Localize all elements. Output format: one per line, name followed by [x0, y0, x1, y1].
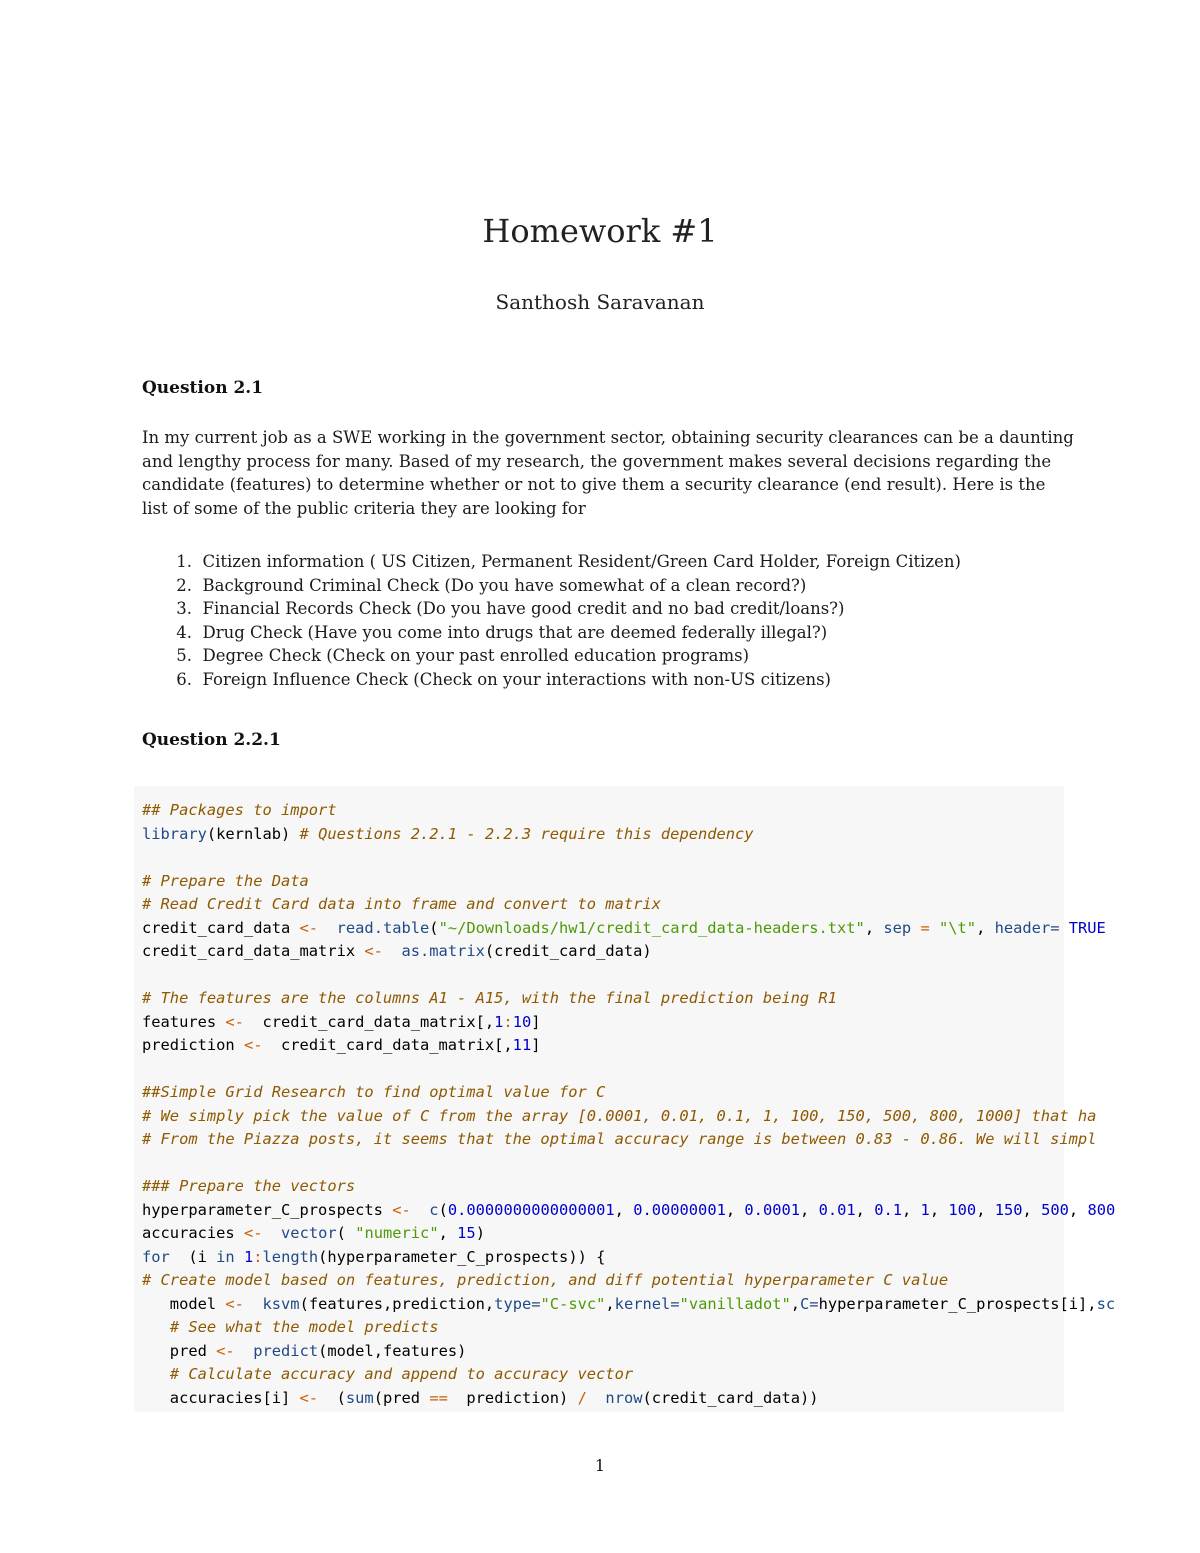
code-line	[142, 1081, 1115, 1105]
code-token: credit_card_data_matrix[,	[262, 1036, 513, 1054]
code-line	[142, 940, 1115, 964]
code-token: vector	[281, 1224, 337, 1242]
code-token: ,	[902, 1200, 921, 1219]
code-token: read.table	[336, 918, 430, 937]
code-token: hyperparameter_C_prospects	[142, 1200, 393, 1219]
list-text: Financial Records Check (Do you have good credit and no bad credit/loans?)	[202, 599, 845, 618]
code-token: 0.0001	[744, 1200, 801, 1219]
code-token: 10	[512, 1012, 532, 1031]
code-token: (i	[169, 1247, 217, 1266]
code-token: nrow	[605, 1388, 643, 1407]
code-token: "~/Downloads/hw1/credit_card_data-headers.txt"	[438, 918, 865, 937]
code-line	[142, 1058, 1115, 1082]
list-item	[142, 644, 961, 668]
code-line	[142, 964, 1115, 988]
code-token: <-	[225, 1294, 244, 1313]
code-line	[142, 917, 1115, 941]
list-item	[142, 550, 961, 574]
code-token	[142, 1318, 170, 1336]
code-token: # Questions 2.2.1 - 2.2.3 require this dependency	[299, 824, 754, 843]
code-line	[142, 1128, 1115, 1152]
code-token: ksvm	[262, 1294, 300, 1313]
code-token: 1	[920, 1200, 930, 1219]
code-line	[142, 893, 1115, 917]
code-token: # Prepare the Data	[142, 871, 309, 890]
code-token: ,	[864, 918, 884, 937]
code-token: # Calculate accuracy and append to accuracy vector	[169, 1365, 634, 1383]
code-line	[142, 987, 1115, 1011]
code-line	[142, 1269, 1115, 1293]
code-token: kernel=	[614, 1294, 680, 1313]
code-token: prediction)	[447, 1388, 578, 1407]
code-token: as.matrix	[401, 942, 485, 960]
code-line	[142, 1363, 1115, 1387]
code-token: # We simply pick the value of C from the array [0.0001, 0.01, 0.1, 1, 100, 150, 500, 800, 1000] that ha	[142, 1106, 1097, 1125]
code-token: # The features are the columns A1 - A15, with the final prediction being R1	[142, 989, 837, 1007]
code-token: <-	[364, 942, 383, 960]
list-item	[142, 597, 961, 621]
code-token: # See what the model predicts	[169, 1318, 439, 1336]
code-token: :	[253, 1247, 263, 1266]
code-token: (	[429, 918, 439, 937]
code-token	[235, 1342, 254, 1360]
code-token: ]	[531, 1036, 541, 1054]
paragraph-line: In my current job as a SWE working in the government sector, obtaining security clearances can be a daunting	[142, 428, 1074, 447]
code-token: (model,features)	[318, 1341, 467, 1360]
code-token: 800	[1087, 1200, 1116, 1219]
code-token: <-	[299, 1388, 319, 1407]
code-token: <-	[243, 1224, 263, 1242]
code-token: 100	[948, 1200, 977, 1219]
list-item	[142, 574, 961, 598]
code-token: # From the Piazza posts, it seems that the optimal accuracy range is between 0.83 - 0.86. We will simpl	[142, 1130, 1097, 1148]
code-token: 1	[234, 1247, 254, 1266]
code-token: ,	[929, 1200, 949, 1219]
section-heading-q2-2-1: Question 2.2.1	[142, 730, 281, 750]
code-token: "C-svc"	[540, 1294, 606, 1313]
code-line	[142, 846, 1115, 870]
code-line	[142, 1034, 1115, 1058]
code-token: ,	[614, 1200, 634, 1219]
code-token: (credit_card_data))	[642, 1388, 819, 1407]
code-token: library	[142, 824, 207, 843]
code-token: model	[142, 1294, 226, 1313]
code-token: ## Packages to import	[142, 801, 337, 819]
list-item	[142, 668, 961, 692]
paragraph-line: and lengthy process for many. Based of my research, the government makes several decisions regarding the	[142, 451, 1052, 471]
code-line	[142, 1175, 1115, 1199]
list-text: Degree Check (Check on your past enrolled education programs)	[202, 646, 750, 665]
code-token: ,	[438, 1224, 458, 1242]
code-line	[142, 1152, 1115, 1176]
code-token: (credit_card_data)	[484, 942, 652, 960]
code-listing	[142, 799, 1115, 1410]
code-token: C=	[800, 1294, 819, 1313]
code-token	[411, 1201, 430, 1219]
list-number: 3.	[176, 599, 192, 618]
code-token: "vanilladot"	[679, 1294, 791, 1313]
list-number: 4.	[176, 622, 192, 642]
list-text: Background Criminal Check (Do you have somewhat of a clean record?)	[202, 575, 807, 595]
code-token: pred	[142, 1341, 217, 1360]
code-token: ]	[531, 1012, 541, 1031]
code-line	[142, 1340, 1115, 1364]
document-author: Santhosh Saravanan	[495, 290, 705, 314]
code-token: accuracies	[142, 1224, 244, 1242]
code-token: ,	[790, 1294, 801, 1313]
code-token: prediction	[142, 1036, 244, 1054]
list-text: Citizen information ( US Citizen, Permanent Resident/Green Card Holder, Foreign Citizen)	[202, 552, 961, 571]
code-token: ,	[725, 1200, 745, 1219]
code-token	[262, 1224, 281, 1242]
code-token: ,	[1068, 1200, 1088, 1219]
code-token: hyperparameter_C_prospects[i],	[818, 1294, 1097, 1313]
code-token: 1	[494, 1012, 504, 1031]
criteria-list	[142, 550, 961, 691]
code-line	[142, 823, 1115, 847]
code-token: c	[429, 1200, 439, 1219]
code-line	[142, 799, 1115, 823]
code-token: <-	[299, 918, 319, 937]
code-line	[142, 1246, 1115, 1270]
code-token: # Create model based on features, prediction, and diff potential hyperparameter C value	[142, 1271, 949, 1289]
code-token: 500	[1041, 1200, 1069, 1219]
code-token: accuracies[i]	[142, 1388, 300, 1407]
page-number: 1	[594, 1456, 606, 1475]
code-token: <-	[225, 1012, 244, 1031]
code-token: TRUE	[1059, 918, 1106, 937]
list-number: 5.	[176, 646, 192, 665]
code-token: ##Simple Grid Research to find optimal value for C	[142, 1083, 606, 1101]
code-token: ,	[1022, 1200, 1042, 1219]
code-line	[142, 1222, 1115, 1246]
code-token: in	[216, 1247, 235, 1266]
code-token: credit_card_data_matrix	[142, 942, 365, 960]
code-token: length	[262, 1247, 319, 1266]
code-token	[142, 1365, 170, 1383]
code-token: )	[475, 1224, 485, 1242]
code-line	[142, 1316, 1115, 1340]
code-token	[318, 919, 337, 937]
code-token	[244, 1295, 263, 1313]
code-token: type=	[494, 1294, 541, 1313]
code-token: sep	[883, 918, 912, 937]
code-line	[142, 1293, 1115, 1317]
code-token: ,	[976, 1200, 995, 1219]
code-token: (hyperparameter_C_prospects)) {	[318, 1247, 606, 1266]
code-token: :	[503, 1012, 513, 1031]
code-token: 0.00000001	[633, 1200, 726, 1219]
code-token: credit_card_data_matrix[,	[243, 1012, 495, 1031]
code-token: /	[577, 1388, 587, 1407]
code-token: ,	[605, 1294, 615, 1313]
code-token	[587, 1389, 606, 1407]
code-token: (	[438, 1200, 448, 1219]
code-token: sc	[1096, 1294, 1116, 1313]
code-token: 0.0000000000000001	[447, 1200, 615, 1219]
list-number: 1.	[176, 552, 192, 571]
code-line	[142, 1387, 1115, 1411]
code-token: ### Prepare the vectors	[142, 1177, 356, 1195]
code-token: =	[911, 918, 939, 937]
code-token: <-	[243, 1036, 263, 1054]
code-token: 0.01	[818, 1200, 856, 1219]
paragraph-line: candidate (features) to determine whether or not to give them a security clearance (end result). Here is the	[142, 475, 1046, 494]
list-text: Foreign Influence Check (Check on your interactions with non-US citizens)	[202, 669, 831, 689]
code-token: # Read Credit Card data into frame and convert to matrix	[142, 895, 661, 913]
code-token: credit_card_data	[142, 918, 300, 937]
code-token: (pred	[373, 1388, 430, 1407]
code-token: ,	[976, 918, 995, 937]
list-number: 2.	[176, 575, 192, 595]
code-block	[134, 786, 1116, 1412]
code-line	[142, 870, 1115, 894]
code-token: <-	[392, 1200, 411, 1219]
code-token: ,	[800, 1200, 819, 1219]
code-token: "\t"	[938, 918, 977, 937]
code-token: (	[336, 1224, 356, 1242]
code-token: 0.1	[874, 1200, 902, 1219]
code-token: ,	[855, 1200, 875, 1219]
q2-1-paragraph	[142, 426, 1074, 520]
code-token: ==	[429, 1388, 448, 1407]
list-text: Drug Check (Have you come into drugs that are deemed federally illegal?)	[202, 622, 828, 642]
code-token: for	[142, 1247, 170, 1266]
code-token: 15	[457, 1224, 476, 1242]
code-token: 11	[512, 1036, 532, 1054]
code-token: (	[318, 1388, 346, 1407]
code-token: 150	[994, 1200, 1023, 1219]
code-token: (features,prediction,	[299, 1294, 495, 1313]
code-token: sum	[345, 1388, 374, 1407]
code-token	[383, 942, 402, 960]
list-item	[142, 621, 961, 645]
section-heading-q2-1: Question 2.1	[142, 378, 264, 398]
list-number: 6.	[176, 669, 192, 689]
code-token: features	[142, 1012, 226, 1031]
code-token: "numeric"	[355, 1224, 439, 1242]
code-token: <-	[216, 1341, 235, 1360]
document-title: Homework #1	[482, 212, 718, 250]
code-token: header=	[994, 918, 1060, 937]
code-token: (kernlab)	[206, 824, 300, 843]
paragraph-line: list of some of the public criteria they are looking for	[142, 498, 586, 518]
code-line	[142, 1105, 1115, 1129]
code-line	[142, 1011, 1115, 1035]
code-token: predict	[253, 1341, 319, 1360]
code-line	[142, 1199, 1115, 1223]
